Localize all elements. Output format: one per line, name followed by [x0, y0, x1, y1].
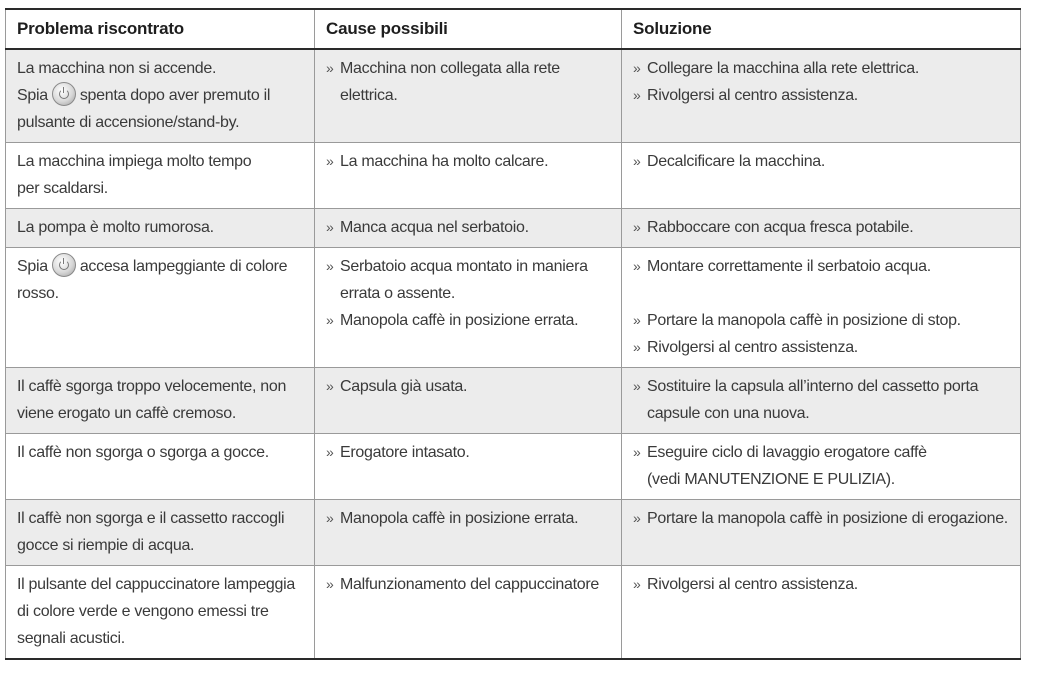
solution-item: » Decalcificare la macchina.: [633, 148, 1010, 175]
problem-cell: [6, 434, 315, 500]
problem-text: La macchina non si accende.: [17, 60, 217, 77]
table-row: [6, 248, 1021, 368]
bullet-icon: »: [326, 312, 334, 328]
causes-cell: [315, 434, 622, 500]
header-problem: Problema riscontrato: [6, 9, 315, 49]
bullet-icon: »: [633, 258, 641, 274]
problem-text: viene erogato un caffè cremoso.: [17, 405, 236, 422]
problem-text: pulsante di accensione/stand-by.: [17, 114, 240, 131]
table-row: [6, 209, 1021, 248]
causes-cell: [315, 248, 622, 368]
solution-item-continued: (vedi MANUTENZIONE E PULIZIA).: [647, 471, 895, 488]
problem-text: gocce si riempie di acqua.: [17, 537, 195, 554]
problem-cell: [6, 566, 315, 660]
problem-text: La pompa è molto rumorosa.: [17, 219, 214, 236]
cause-item: » Manca acqua nel serbatoio.: [326, 214, 611, 241]
table-row: [6, 368, 1021, 434]
causes-cell: [315, 209, 622, 248]
cause-item-continued: elettrica.: [340, 87, 398, 104]
cause-item-continued: errata o assente.: [340, 285, 455, 302]
cause-item: » Malfunzionamento del cappuccinatore: [326, 571, 611, 598]
bullet-icon: »: [633, 219, 641, 235]
bullet-icon: »: [633, 576, 641, 592]
problem-text: Il caffè sgorga troppo velocemente, non: [17, 378, 287, 395]
problem-text: di colore verde e vengono emessi tre: [17, 603, 269, 620]
table-row: [6, 49, 1021, 143]
bullet-icon: »: [326, 378, 334, 394]
power-standby-icon: [52, 253, 76, 277]
solution-item: » Rivolgersi al centro assistenza.: [633, 571, 1010, 598]
solution-item: » Portare la manopola caffè in posizione di erogazione.: [633, 505, 1010, 532]
troubleshooting-table-wrapper: [5, 8, 1020, 660]
solution-item: » Rivolgersi al centro assistenza.: [633, 334, 1010, 361]
problem-cell: [6, 209, 315, 248]
solution-item: » Portare la manopola caffè in posizione di stop.: [633, 307, 1010, 334]
bullet-icon: »: [326, 219, 334, 235]
table-row: [6, 566, 1021, 660]
solution-cell: [622, 143, 1021, 209]
problem-text: per scaldarsi.: [17, 180, 108, 197]
cause-item: » Capsula già usata.: [326, 373, 611, 400]
cause-item: » La macchina ha molto calcare.: [326, 148, 611, 175]
bullet-icon: »: [326, 153, 334, 169]
causes-cell: [315, 566, 622, 660]
bullet-icon: »: [633, 444, 641, 460]
power-standby-icon: [52, 82, 76, 106]
bullet-icon: »: [326, 60, 334, 76]
table-row: [6, 143, 1021, 209]
bullet-icon: »: [633, 339, 641, 355]
problem-text-with-icon: Spia spenta dopo aver premuto il: [17, 82, 304, 109]
cause-item: » Macchina non collegata alla rete: [326, 55, 611, 82]
cause-item: » Manopola caffè in posizione errata.: [326, 505, 611, 532]
bullet-icon: »: [633, 510, 641, 526]
bullet-icon: »: [326, 510, 334, 526]
table-row: [6, 500, 1021, 566]
table-header-row: [6, 9, 1021, 49]
solution-item: » Rabboccare con acqua fresca potabile.: [633, 214, 1010, 241]
problem-cell: [6, 500, 315, 566]
problem-text: Il caffè non sgorga e il cassetto raccogli: [17, 510, 285, 527]
solution-cell: [622, 566, 1021, 660]
bullet-icon: »: [326, 258, 334, 274]
solution-item-continued: capsule con una nuova.: [647, 405, 810, 422]
problem-cell: [6, 49, 315, 143]
bullet-icon: »: [633, 60, 641, 76]
problem-cell: [6, 368, 315, 434]
solution-item: » Rivolgersi al centro assistenza.: [633, 82, 1010, 109]
table-row: [6, 434, 1021, 500]
solution-cell: [622, 500, 1021, 566]
bullet-icon: »: [633, 378, 641, 394]
troubleshooting-table: [5, 8, 1021, 660]
causes-cell: [315, 49, 622, 143]
solution-cell: [622, 434, 1021, 500]
solution-item: » Sostituire la capsula all’interno del cassetto porta: [633, 373, 1010, 400]
solution-item: » Eseguire ciclo di lavaggio erogatore caffè: [633, 439, 1010, 466]
bullet-icon: »: [326, 576, 334, 592]
solution-cell: [622, 49, 1021, 143]
problem-text: Il caffè non sgorga o sgorga a gocce.: [17, 444, 269, 461]
bullet-icon: »: [326, 444, 334, 460]
causes-cell: [315, 500, 622, 566]
problem-text-with-icon: Spia accesa lampeggiante di colore: [17, 253, 304, 280]
problem-text: rosso.: [17, 285, 59, 302]
causes-cell: [315, 368, 622, 434]
cause-item: » Serbatoio acqua montato in maniera: [326, 253, 611, 280]
cause-item: » Manopola caffè in posizione errata.: [326, 307, 611, 334]
spacer: [633, 280, 1010, 307]
solution-cell: [622, 368, 1021, 434]
problem-text: segnali acustici.: [17, 630, 125, 647]
solution-cell: [622, 248, 1021, 368]
header-solution: Soluzione: [622, 9, 1021, 49]
problem-text: La macchina impiega molto tempo: [17, 153, 252, 170]
solution-item: » Collegare la macchina alla rete elettrica.: [633, 55, 1010, 82]
bullet-icon: »: [633, 312, 641, 328]
problem-text: Il pulsante del cappuccinatore lampeggia: [17, 576, 295, 593]
problem-cell: [6, 143, 315, 209]
solution-cell: [622, 209, 1021, 248]
solution-item: » Montare correttamente il serbatoio acqua.: [633, 253, 1010, 280]
bullet-icon: »: [633, 153, 641, 169]
causes-cell: [315, 143, 622, 209]
header-causes: Cause possibili: [315, 9, 622, 49]
bullet-icon: »: [633, 87, 641, 103]
problem-cell: [6, 248, 315, 368]
cause-item: » Erogatore intasato.: [326, 439, 611, 466]
